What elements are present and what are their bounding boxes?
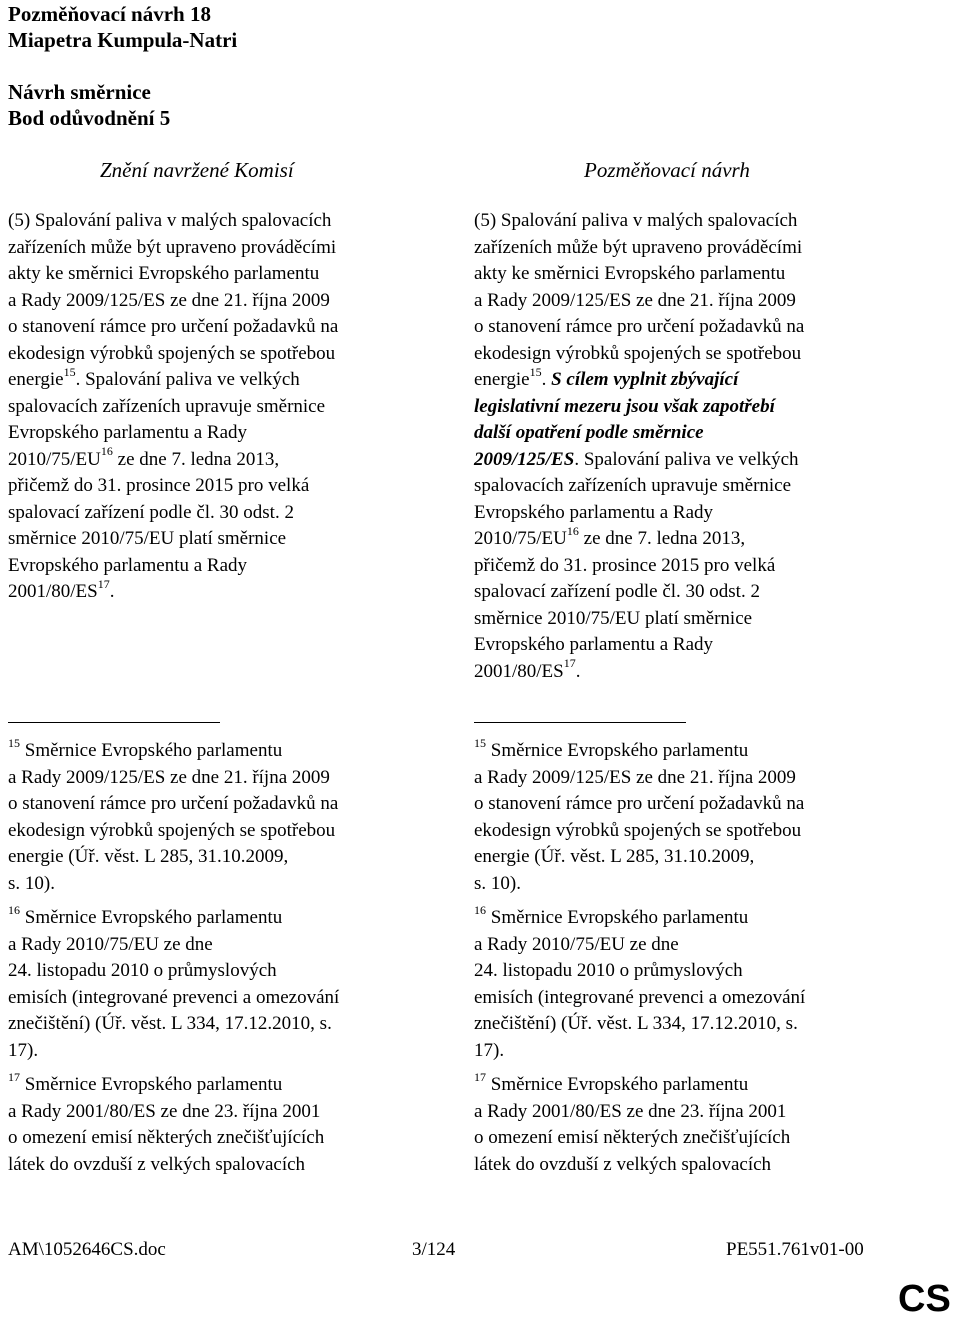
footnotes-right [474,735,924,1178]
footnote-line: a Rady 2009/125/ES ze dne 21. října 2009 [8,766,330,788]
right-column-heading: Pozměňovací návrh [584,158,750,182]
footnote-number: 16 [474,902,486,917]
footnote-line: energie (Úř. věst. L 285, 31.10.2009, [8,846,289,867]
text-line: Evropského parlamentu a Rady [8,554,248,576]
text-line [8,364,448,394]
text-line: přičemž do 31. prosince 2015 pro velká [474,554,776,576]
amended-text-line: legislativní mezeru jsou však zapotřebí [474,395,775,417]
footnote-line: emisích (integrované prevenci a omezování [474,986,806,1008]
text-line: Evropského parlamentu a Rady [8,422,248,443]
amended-text: S cílem vyplnit zbývající [551,369,739,390]
footnote-separator [474,722,686,723]
commission-text [8,208,448,606]
text-span: Směrnice Evropského parlamentu [486,907,749,928]
text-line: ekodesign výrobků spojených se spotřebou [474,342,802,364]
footnote-line [8,1069,458,1099]
footnote-line: a Rady 2010/75/EU ze dne [474,933,679,955]
text-span: Směrnice Evropského parlamentu [20,740,283,761]
left-column-heading: Znění navržené Komisí [100,158,294,182]
pe-reference: PE551.761v01-00 [726,1239,864,1260]
footnote-line: a Rady 2001/80/ES ze dne 23. října 2001 [474,1100,787,1122]
text-span: energie [474,369,530,390]
footnote-line: látek do ovzduší z velkých spalovacích [8,1153,306,1175]
page-number: 3/124 [412,1239,456,1260]
text-span: 2010/75/EU [474,528,567,549]
text-line: zařízeních může být upraveno prováděcími [8,236,337,258]
footnote-ref: 17 [563,656,576,671]
text-span: Směrnice Evropského parlamentu [486,1074,749,1095]
text-line: Evropského parlamentu a Rady [474,634,714,655]
footnote-ref: 16 [566,523,579,538]
footnote-line: a Rady 2010/75/EU ze dne [8,933,213,955]
text-line: zařízeních může být upraveno prováděcími [474,236,803,258]
text-line: a Rady 2009/125/ES ze dne 21. října 2009 [474,289,796,311]
footnote-number: 17 [474,1069,486,1084]
text-line: přičemž do 31. prosince 2015 pro velká [8,475,310,496]
text-span: Směrnice Evropského parlamentu [20,907,283,928]
footnote-ref: 15 [63,364,76,379]
text-line: směrnice 2010/75/EU platí směrnice [474,607,753,629]
text-line: spalovacích zařízeních upravuje směrnice [8,395,326,417]
footnote-line: s. 10). [474,872,521,894]
text-span: . [109,581,115,602]
author-name: Miapetra Kumpula-Natri [8,28,238,52]
footnote-line: a Rady 2009/125/ES ze dne 21. října 2009 [474,766,796,788]
text-span: ze dne 7. ledna 2013, [112,448,280,470]
text-span: 2001/80/ES [474,660,564,682]
text-line [474,523,914,553]
footnote-line: ekodesign výrobků spojených se spotřebou [474,819,802,841]
amended-text-line: další opatření podle směrnice [474,422,704,443]
amendment-number: Pozměňovací návrh 18 [8,2,211,26]
text-span: ze dne 7. ledna 2013, [578,528,746,549]
footnote-line: 24. listopadu 2010 o průmyslových [474,960,743,981]
text-line: spalovacích zařízeních upravuje směrnice [474,475,792,496]
text-span: . Spalování paliva ve velkých [574,448,799,470]
footnote-line: ekodesign výrobků spojených se spotřebou [8,819,336,841]
text-span: 2010/75/EU [8,448,101,470]
footnote-line: znečištění) (Úř. věst. L 334, 17.12.2010, s. [8,1013,332,1034]
amendment-text [474,208,914,685]
text-span: . [575,660,581,682]
text-line: o stanovení rámce pro určení požadavků na [474,316,805,337]
footnote-line: 17). [8,1039,39,1061]
text-span: Směrnice Evropského parlamentu [486,740,749,761]
text-span: 2001/80/ES [8,581,98,602]
footnote-separator [8,722,220,723]
text-line [474,656,914,686]
footnote-line: o stanovení rámce pro určení požadavků na [474,793,805,814]
footnote-line [8,735,458,765]
footnote-ref: 17 [97,576,110,591]
footnote-line: látek do ovzduší z velkých spalovacích [474,1153,772,1175]
footnote-line [474,902,924,932]
footnote-number: 15 [474,735,486,750]
text-line: a Rady 2009/125/ES ze dne 21. října 2009 [8,289,330,311]
footnote-line: a Rady 2001/80/ES ze dne 23. října 2001 [8,1100,321,1122]
footnote-line: o stanovení rámce pro určení požadavků na [8,793,339,814]
proposal-label: Návrh směrnice [8,80,151,104]
footnote-line: znečištění) (Úř. věst. L 334, 17.12.2010, s. [474,1013,798,1034]
footnote-line [8,902,458,932]
footnote-line [474,1069,924,1099]
text-line: akty ke směrnici Evropského parlamentu [474,263,786,284]
footnote-ref: 15 [529,364,542,379]
footnote-number: 17 [8,1069,20,1084]
text-line: (5) Spalování paliva v malých spalovacích [474,210,798,231]
recital-label: Bod odůvodnění 5 [8,106,171,130]
text-line [8,576,448,606]
text-span: . Spalování paliva ve velkých [75,369,300,390]
footnote-number: 15 [8,735,20,750]
footnote-line: 17). [474,1039,505,1061]
text-line: spalovací zařízení podle čl. 30 odst. 2 [8,501,294,523]
amended-text: 2009/125/ES [474,448,575,470]
text-line [8,444,448,474]
footnote-number: 16 [8,902,20,917]
text-line: Evropského parlamentu a Rady [474,501,714,523]
footnote-ref: 16 [100,444,113,459]
document-reference: AM\1052646CS.doc [8,1239,166,1260]
footnote-line: o omezení emisí některých znečišťujících [474,1127,791,1148]
footnote-line: energie (Úř. věst. L 285, 31.10.2009, [474,846,755,867]
text-line: (5) Spalování paliva v malých spalovacích [8,210,332,231]
text-line [474,447,914,474]
text-line: ekodesign výrobků spojených se spotřebou [8,342,336,364]
text-line: spalovací zařízení podle čl. 30 odst. 2 [474,581,760,602]
text-line: o stanovení rámce pro určení požadavků na [8,316,339,337]
text-line: akty ke směrnici Evropského parlamentu [8,263,320,284]
text-line [474,364,914,394]
footnote-line: emisích (integrované prevenci a omezování [8,986,340,1008]
text-span: Směrnice Evropského parlamentu [20,1074,283,1095]
footnotes-left [8,735,458,1178]
footnote-line [474,735,924,765]
text-span: energie [8,369,64,390]
footnote-line: 24. listopadu 2010 o průmyslových [8,960,277,981]
footnote-line: o omezení emisí některých znečišťujících [8,1127,325,1148]
text-span: . [541,369,552,390]
text-line: směrnice 2010/75/EU platí směrnice [8,528,287,549]
language-code: CS [898,1278,951,1320]
footnote-line: s. 10). [8,872,55,894]
